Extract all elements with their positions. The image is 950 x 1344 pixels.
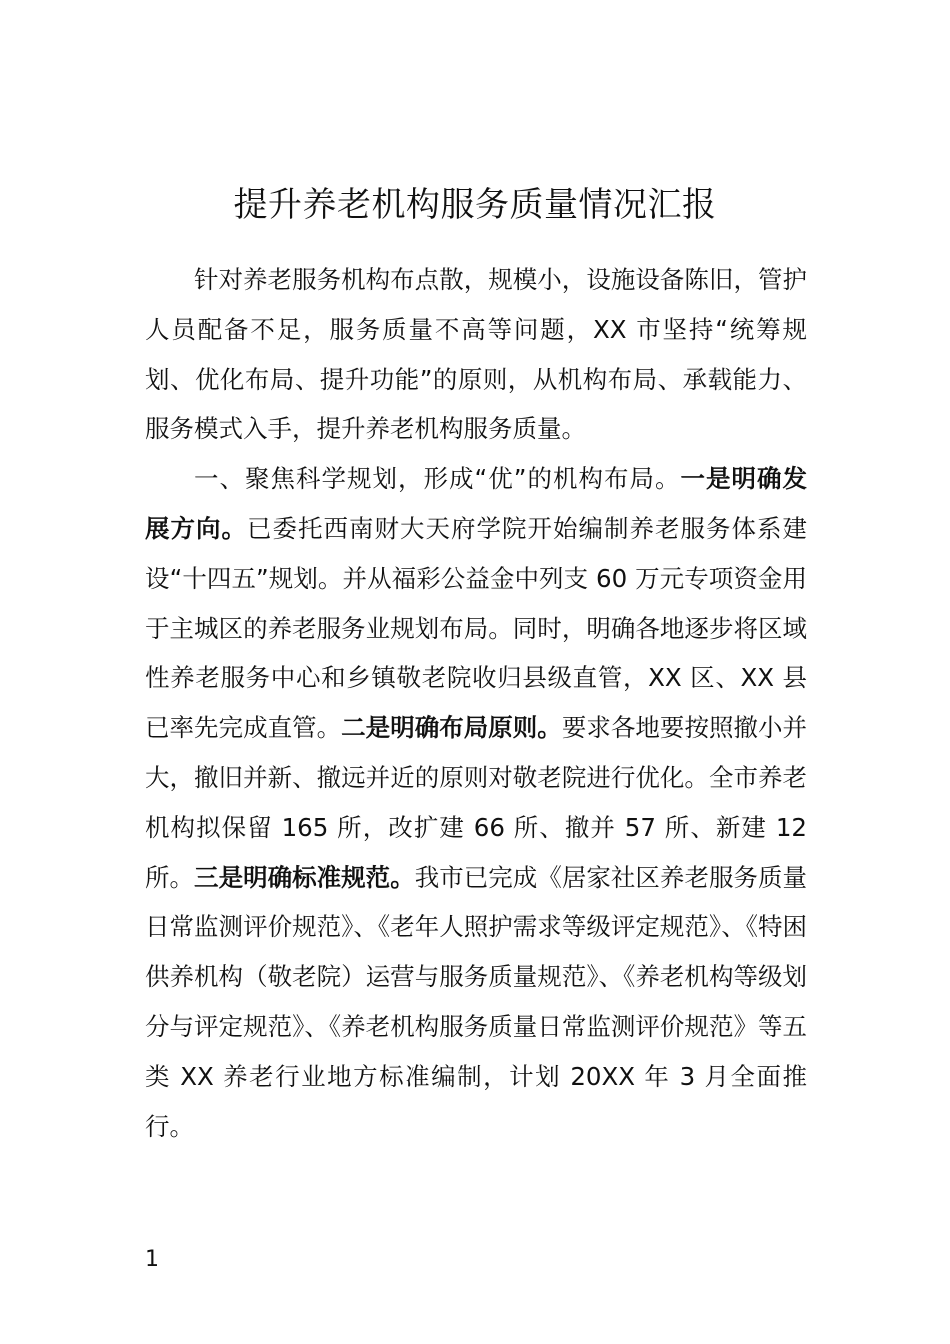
point-3-text: 我市已完成《居家社区养老服务质量日常监测评价规范》、《老年人照护需求等级评定规范》、《特困供养机构（敬老院）运营与服务质量规范》、《养老机构等级划分与评定规范》、《养老机构服务质量日常监测评价规范》等五类 XX 养老行业地方标准编制，计划 20XX 年 3 月全面推行。 — [145, 862, 808, 1141]
page-number: 1 — [145, 1247, 159, 1272]
document-body — [145, 255, 807, 1151]
point-1-text: 已委托西南财大天府学院开始编制养老服务体系建设“十四五”规划。并从福彩公益金中列支 60 万元专项资金用于主城区的养老服务业规划布局。同时，明确各地逐步将区域性养老服务中心和乡镇敬老院收归县级直管，XX 区、XX 县已率先完成直管。 — [145, 513, 807, 743]
paragraph-section-one — [145, 454, 807, 1151]
point-2-label: 二是明确布局原则。 — [341, 713, 562, 743]
document-title: 提升养老机构服务质量情况汇报 — [233, 185, 717, 225]
paragraph-intro: 针对养老服务机构布点散，规模小，设施设备陈旧，管护人员配备不足，服务质量不高等问题，XX 市坚持“统筹规划、优化布局、提升功能”的原则，从机构布局、承载能力、服务模式入手，提升养老机构服务质量。 — [145, 265, 807, 444]
point-2-text: 要求各地要按照撤小并大，撤旧并新、撤远并近的原则对敬老院进行优化。全市养老机构拟保留 165 所，改扩建 66 所、撤并 57 所、新建 12 所。 — [145, 713, 808, 892]
point-1-label: 一是明确发展方向。 — [145, 464, 808, 543]
point-3-label: 三是明确标准规范。 — [194, 862, 415, 892]
section-heading: 一、聚焦科学规划，形成“优”的机构布局。 — [194, 464, 681, 494]
